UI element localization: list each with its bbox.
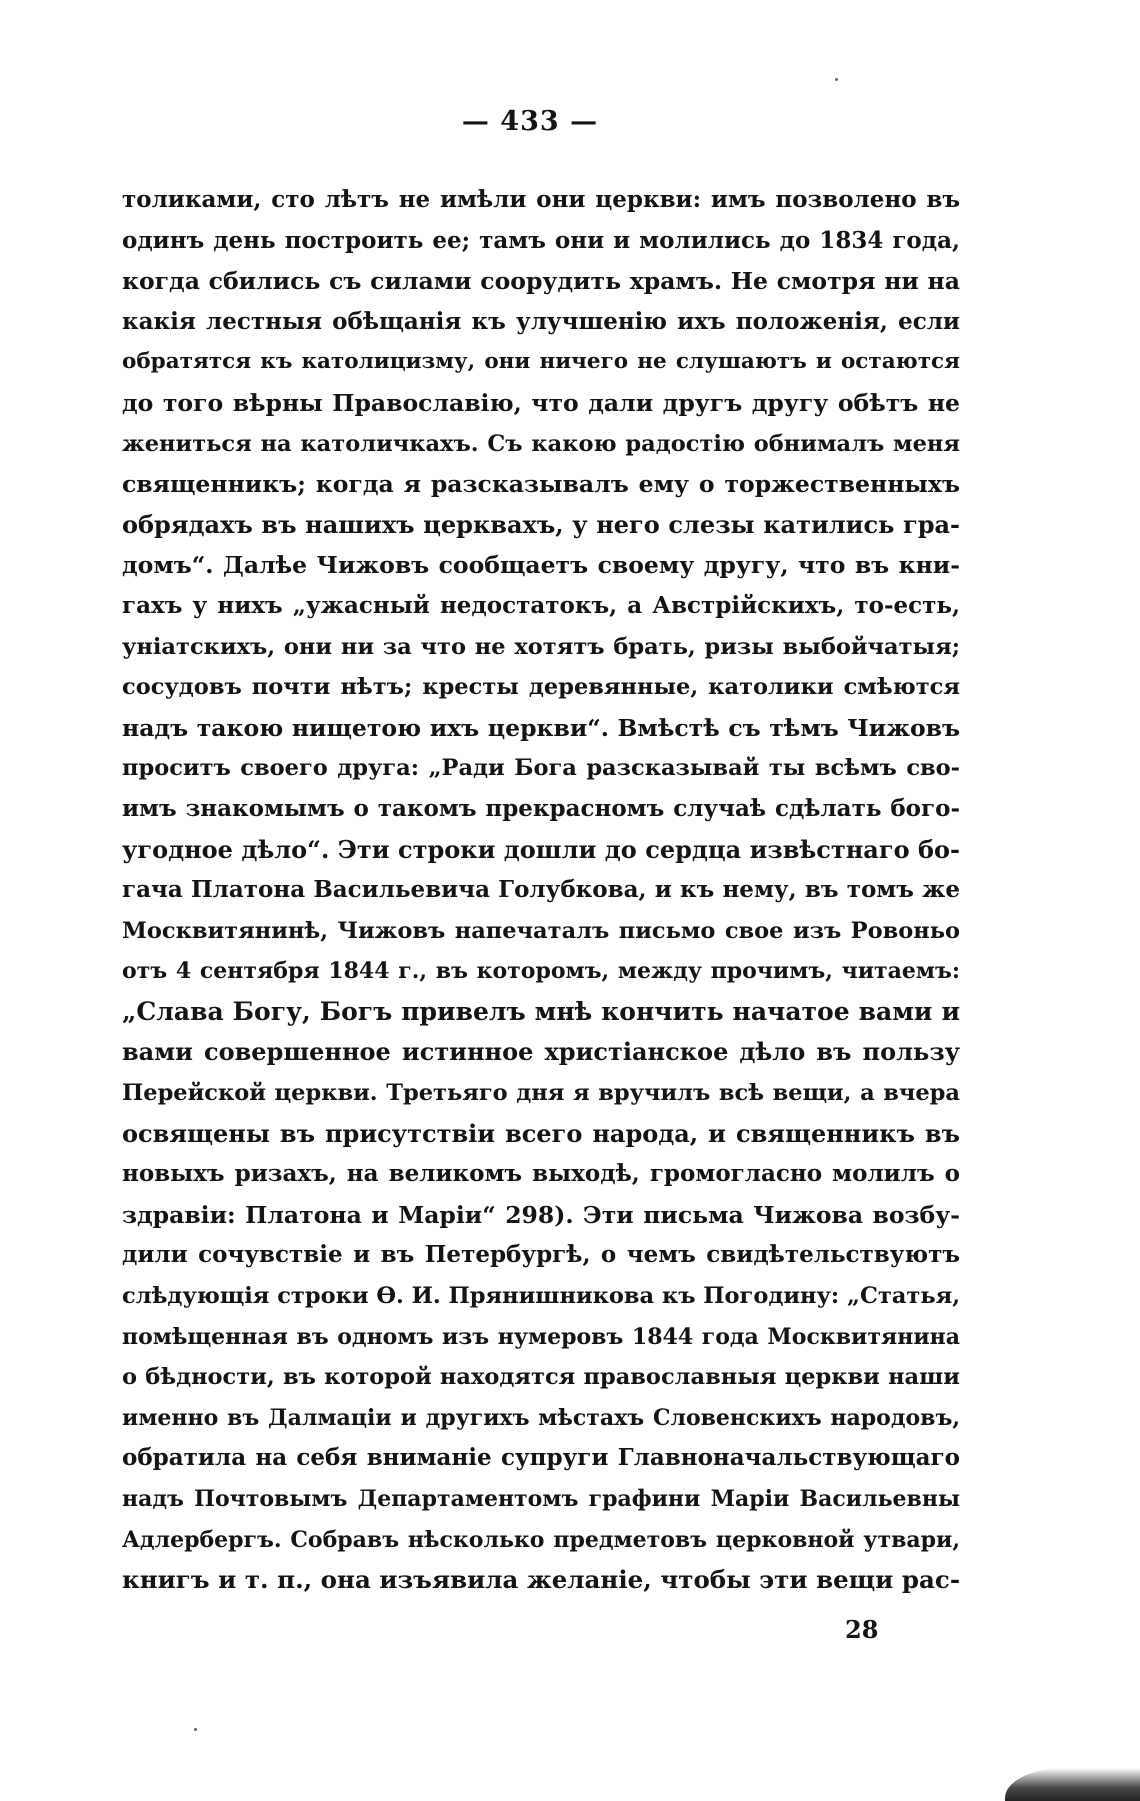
text-line: именно въ Далмаціи и другихъ мѣстахъ Словенскихъ народовъ, [122, 1404, 960, 1431]
text-line: гача Платона Васильевича Голубкова, и къ нему, въ томъ же [122, 876, 960, 904]
text-line: одинъ день построить ее; тамъ они и молились до 1834 года, [122, 226, 960, 254]
text-line: жениться на католичкахъ. Съ какою радостію обнималъ меня [122, 430, 960, 457]
text-line: домъ“. Далѣе Чижовъ сообщаетъ своему другу, что въ кни- [122, 551, 960, 580]
text-line: до того вѣрны Православію, что дали другъ другу обѣтъ не [122, 388, 960, 417]
body-text [122, 180, 960, 1601]
text-line: когда сбились съ силами соорудить храмъ. Не смотря ни на [122, 267, 960, 296]
text-line: уніатскихъ, они ни за что не хотятъ брать, ризы выбойчатыя; [122, 633, 960, 660]
text-line: гахъ у нихъ „ужасный недостатокъ, а Австрійскихъ, то-есть, [122, 591, 960, 619]
text-line: новыхъ ризахъ, на великомъ выходѣ, громогласно молилъ о [122, 1160, 960, 1188]
text-line: проситъ своего друга: „Ради Бога разсказывай ты всѣмъ сво- [122, 755, 960, 782]
text-line: обрядахъ въ нашихъ церквахъ, у него слезы катились гра- [122, 509, 960, 539]
signature-mark: 28 [845, 1615, 879, 1644]
page-number: — 433 — [461, 106, 599, 137]
text-line: о бѣдности, въ которой находятся православныя церкви наши [122, 1364, 960, 1391]
text-line: помѣщенная въ одномъ изъ нумеровъ 1844 года Москвитянина [122, 1323, 960, 1350]
text-line: священникъ; когда я разсказывалъ ему о торжественныхъ [122, 470, 960, 499]
text-line: Адлербергъ. Собравъ нѣсколько предметовъ церковной утвари, [122, 1526, 960, 1553]
text-line: сосудовъ почти нѣтъ; кресты деревянные, католики смѣются [122, 674, 960, 701]
dust-speck [194, 1728, 197, 1731]
text-line: „Слава Богу, Богъ привелъ мнѣ кончить начатое вами и [122, 996, 960, 1026]
text-line: толиками, сто лѣтъ не имѣли они церкви: имъ позволено въ [122, 186, 960, 213]
text-line: вами совершенное истинное христіанское дѣло въ пользу [122, 1037, 960, 1067]
text-line: Москвитянинѣ, Чижовъ напечаталъ письмо свое изъ Ровоньо [122, 917, 960, 944]
text-line: книгъ и т. п., она изъявила желаніе, чтобы эти вещи рас- [122, 1565, 960, 1595]
dust-speck [835, 78, 838, 81]
text-line: освящены въ присутствіи всего народа, и священникъ въ [122, 1118, 960, 1148]
page-edge-shadow [1005, 1768, 1140, 1801]
text-line: угодное дѣло“. Эти строки дошли до сердца извѣстнаго бо- [122, 834, 960, 864]
text-line: здравіи: Платона и Маріи“ 298). Эти письма Чижова возбу- [122, 1200, 960, 1229]
text-line: дили сочувствіе и въ Петербургѣ, о чемъ свидѣтельствуютъ [122, 1241, 960, 1269]
text-line: слѣдующія строки Ѳ. И. Прянишникова къ Погодину: „Статья, [122, 1283, 961, 1310]
text-line: какія лестныя обѣщанія къ улучшенію ихъ положенія, если [122, 307, 960, 335]
text-line: имъ знакомымъ о такомъ прекрасномъ случаѣ сдѣлать бого- [122, 794, 960, 822]
text-line: обратятся къ католицизму, они ничего не слушаютъ и остаются [122, 349, 960, 375]
text-line: обратила на себя вниманіе супруги Главноначальствующаго [122, 1444, 960, 1472]
text-line: Перейской церкви. Третьяго дня я вручилъ всѣ вещи, а вчера [122, 1080, 960, 1107]
text-line: надъ Почтовымъ Департаментомъ графини Маріи Васильевны [122, 1486, 960, 1512]
text-line: надъ такою нищетою ихъ церкви“. Вмѣстѣ съ тѣмъ Чижовъ [122, 713, 960, 742]
text-line: отъ 4 сентября 1844 г., въ которомъ, между прочимъ, читаемъ: [122, 958, 960, 985]
